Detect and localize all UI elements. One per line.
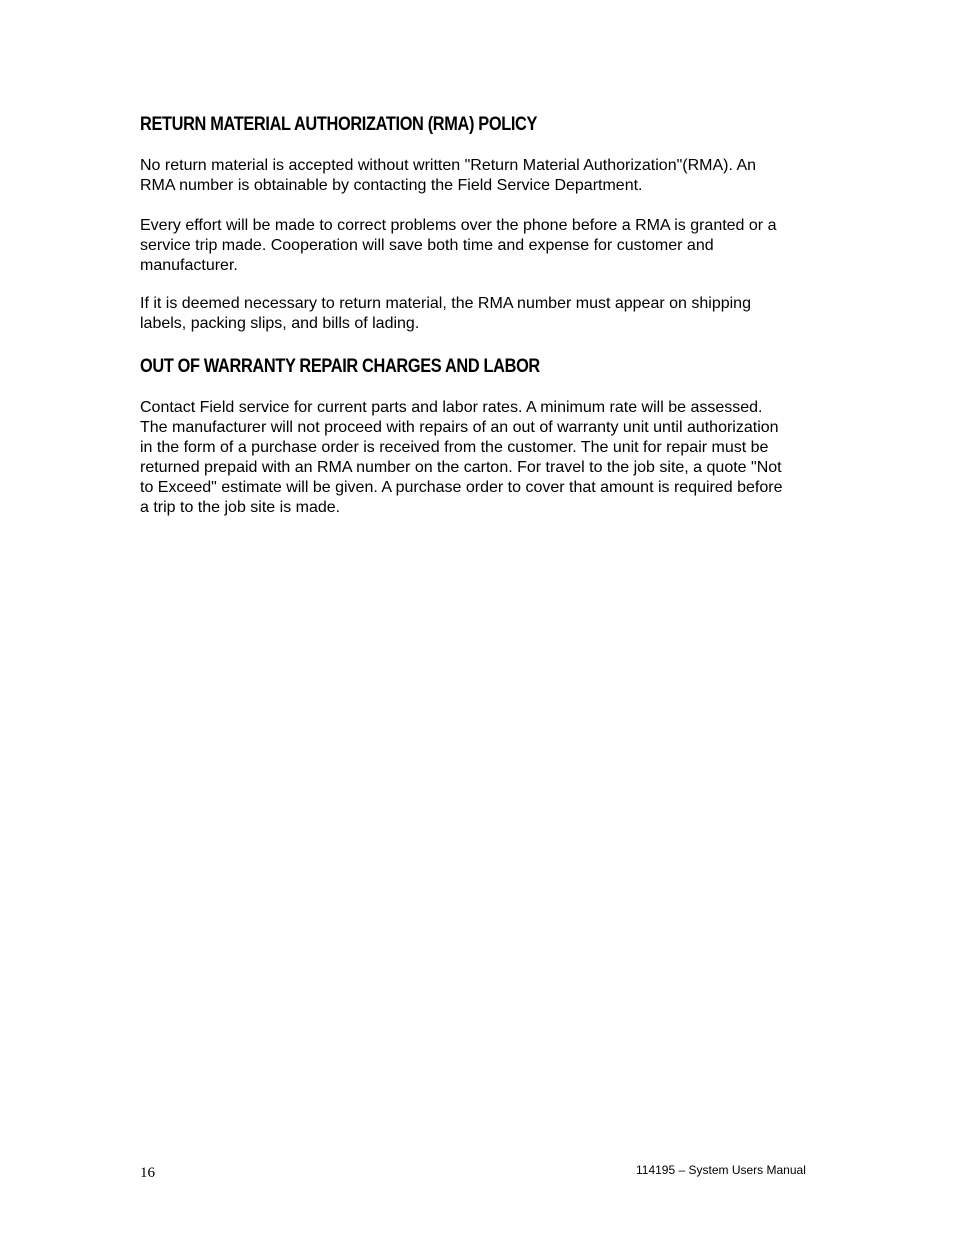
text-line: RMA number is obtainable by contacting the Field Service Department.	[140, 177, 643, 194]
text-line: If it is deemed necessary to return material, the RMA number must appear on shipping	[140, 295, 751, 312]
text-line: in the form of a purchase order is received from the customer. The unit for repair must be	[140, 439, 769, 456]
text-line: labels, packing slips, and bills of lading.	[140, 315, 420, 332]
rma-paragraph-3	[140, 294, 840, 334]
text-line: Contact Field service for current parts and labor rates. A minimum rate will be assessed.	[140, 399, 763, 416]
text-line: The manufacturer will not proceed with repairs of an out of warranty unit until authorization	[140, 419, 779, 436]
footer-document-title: 114195 – System Users Manual	[636, 1163, 806, 1177]
rma-paragraph-2	[140, 216, 840, 276]
text-line: a trip to the job site is made.	[140, 499, 341, 516]
warranty-paragraph-1	[140, 398, 840, 518]
section-heading-rma-policy: RETURN MATERIAL AUTHORIZATION (RMA) POLICY	[140, 114, 538, 135]
text-line: Every effort will be made to correct problems over the phone before a RMA is granted or a	[140, 217, 777, 234]
section-heading-out-of-warranty: OUT OF WARRANTY REPAIR CHARGES AND LABOR	[140, 356, 540, 377]
text-line: No return material is accepted without written "Return Material Authorization"(RMA). An	[140, 157, 757, 174]
text-line: to Exceed" estimate will be given. A purchase order to cover that amount is required before	[140, 479, 783, 496]
rma-paragraph-1	[140, 156, 840, 196]
page-number: 16	[140, 1165, 155, 1181]
text-line: manufacturer.	[140, 257, 238, 274]
text-line: service trip made. Cooperation will save both time and expense for customer and	[140, 237, 714, 254]
text-line: returned prepaid with an RMA number on the carton. For travel to the job site, a quote "Not	[140, 459, 782, 476]
